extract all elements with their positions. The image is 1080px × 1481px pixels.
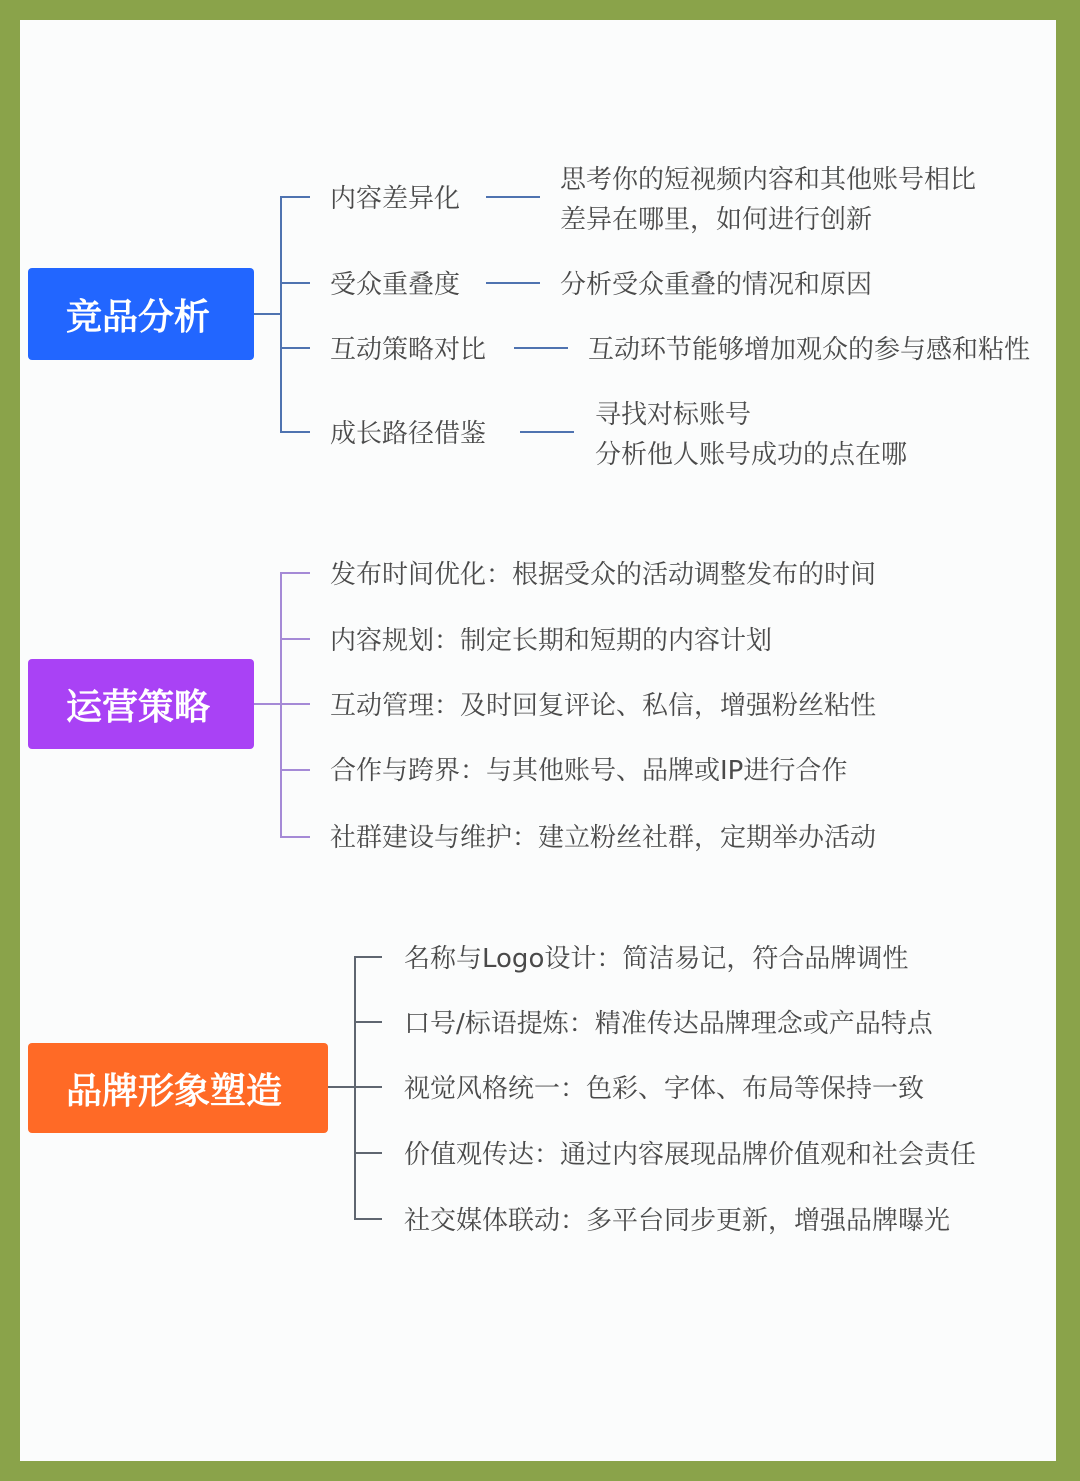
op-item-content-plan[interactable]: 内容规划：制定长期和短期的内容计划 — [330, 626, 773, 656]
leaf-growth-path-line1: 寻找对标账号 — [595, 400, 752, 430]
op-item-cooperation[interactable]: 合作与跨界：与其他账号、品牌或IP进行合作 — [330, 756, 848, 786]
leaf-content-difference-line2: 差异在哪里，如何进行创新 — [560, 205, 873, 235]
brand-item-slogan[interactable]: 口号/标语提炼：精准传达品牌理念或产品特点 — [404, 1009, 933, 1039]
op-item-publish-time[interactable]: 发布时间优化：根据受众的活动调整发布的时间 — [330, 560, 877, 590]
op-item-interaction-management[interactable]: 互动管理：及时回复评论、私信，增强粉丝粘性 — [330, 691, 877, 721]
op-item-community[interactable]: 社群建设与维护：建立粉丝社群，定期举办活动 — [330, 823, 877, 853]
node-operation-strategy-label: 运营策略 — [66, 686, 211, 728]
branch-content-difference[interactable]: 内容差异化 — [330, 184, 461, 214]
leaf-interaction-strategy: 互动环节能够增加观众的参与感和粘性 — [588, 335, 1031, 365]
leaf-content-difference-line1: 思考你的短视频内容和其他账号相比 — [560, 165, 977, 195]
leaf-audience-overlap: 分析受众重叠的情况和原因 — [560, 270, 873, 300]
brand-item-social-media[interactable]: 社交媒体联动：多平台同步更新，增强品牌曝光 — [404, 1206, 951, 1236]
node-competitor-analysis-label: 竞品分析 — [66, 296, 211, 338]
brand-item-visual-style[interactable]: 视觉风格统一：色彩、字体、布局等保持一致 — [404, 1074, 925, 1104]
node-brand-image-label: 品牌形象塑造 — [66, 1070, 283, 1112]
brand-item-values[interactable]: 价值观传达：通过内容展现品牌价值观和社会责任 — [404, 1140, 977, 1170]
branch-audience-overlap[interactable]: 受众重叠度 — [330, 270, 461, 300]
brand-item-name-logo[interactable]: 名称与Logo设计：简洁易记，符合品牌调性 — [404, 944, 909, 974]
leaf-growth-path-line2: 分析他人账号成功的点在哪 — [595, 440, 908, 470]
branch-interaction-strategy[interactable]: 互动策略对比 — [330, 335, 487, 365]
node-competitor-analysis[interactable] — [28, 268, 254, 360]
node-operation-strategy[interactable] — [28, 659, 254, 749]
node-brand-image[interactable] — [28, 1043, 328, 1133]
branch-growth-path[interactable]: 成长路径借鉴 — [330, 419, 487, 449]
